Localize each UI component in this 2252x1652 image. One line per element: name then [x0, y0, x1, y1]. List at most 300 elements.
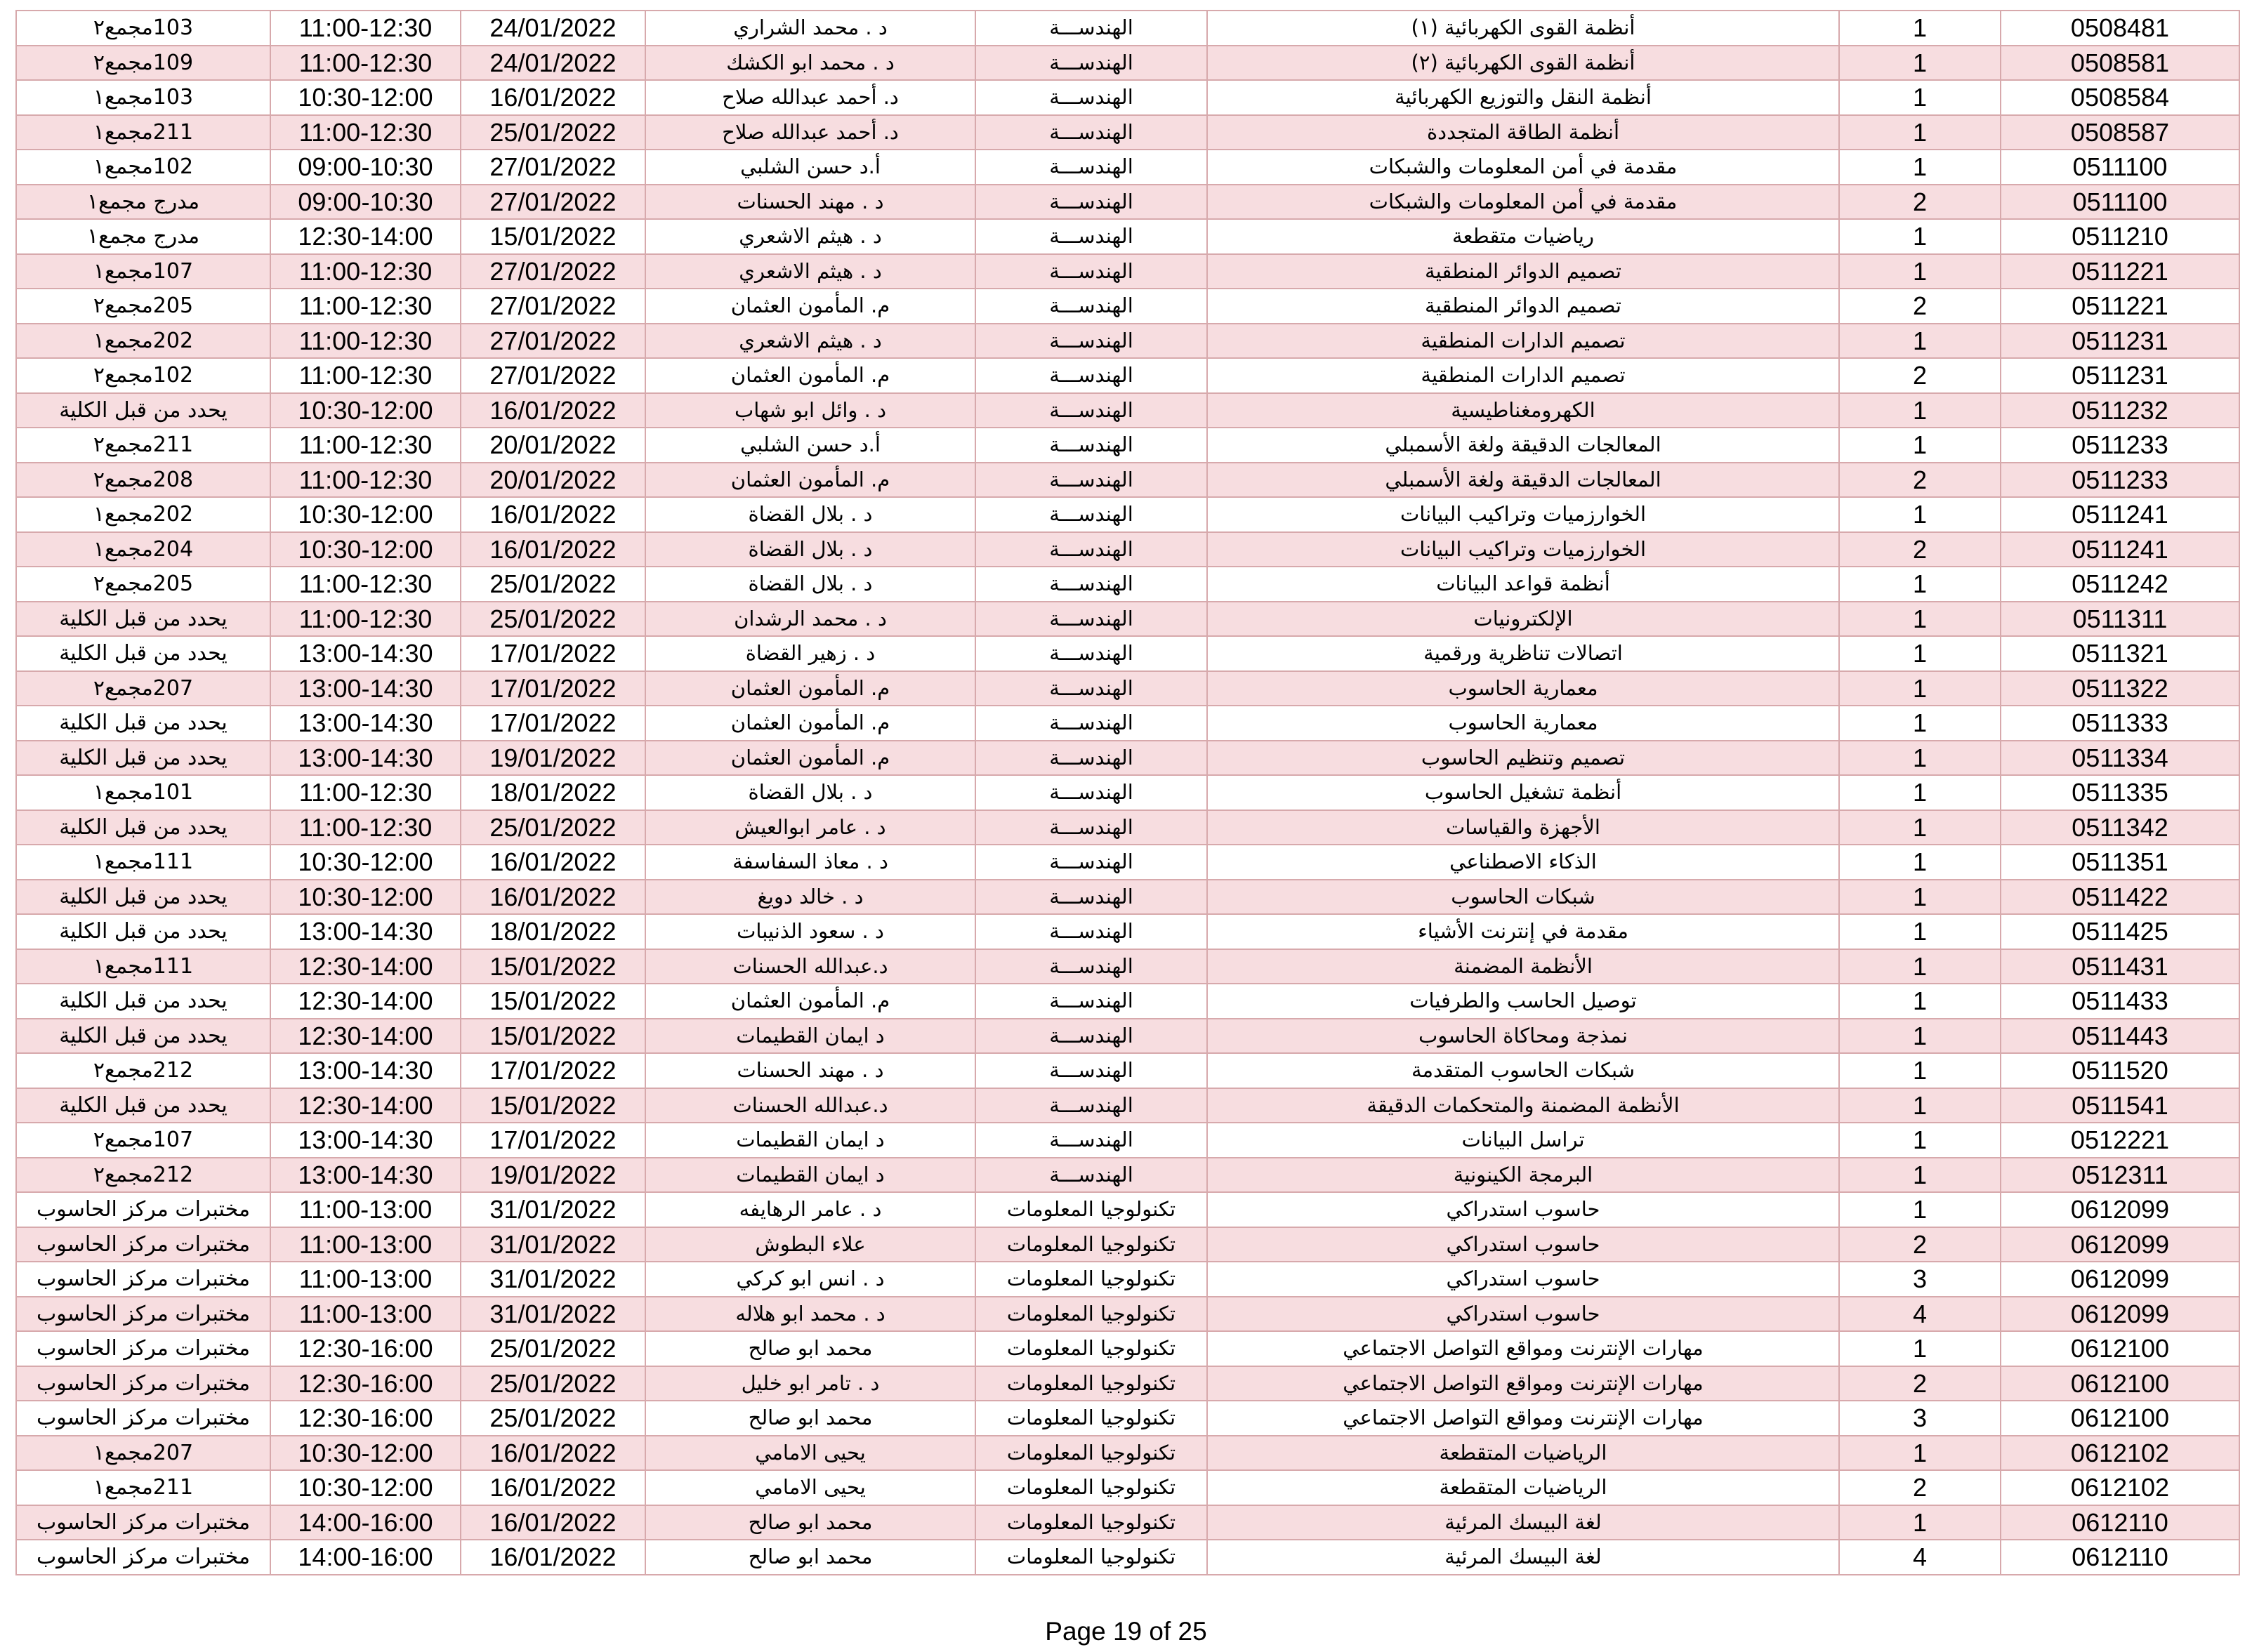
instructor-cell: د . بلال القضاة	[645, 567, 975, 602]
table-row	[16, 845, 2239, 880]
room-cell: يحدد من قبل الكلية	[16, 1088, 270, 1123]
instructor-cell: د . تامر ابو خليل	[645, 1366, 975, 1401]
faculty-cell: تكنولوجيا المعلومات	[975, 1262, 1207, 1297]
room-cell: مختبرات مركز الحاسوب	[16, 1297, 270, 1332]
room-cell: 205مجمع٢	[16, 567, 270, 602]
room-cell: 212مجمع٢	[16, 1053, 270, 1088]
course-cell: مهارات الإنترنت ومواقع التواصل الاجتماعي	[1207, 1331, 1839, 1366]
faculty-cell: الهندســـة	[975, 741, 1207, 776]
room-cell: يحدد من قبل الكلية	[16, 984, 270, 1019]
date-cell: 16/01/2022	[461, 497, 645, 532]
room-cell: 202مجمع١	[16, 324, 270, 359]
table-row	[16, 636, 2239, 671]
section-cell: 1	[1839, 741, 2001, 776]
room-cell: يحدد من قبل الكلية	[16, 393, 270, 428]
faculty-cell: تكنولوجيا المعلومات	[975, 1366, 1207, 1401]
room-cell: 207مجمع٢	[16, 671, 270, 706]
instructor-cell: د . زهير القضاة	[645, 636, 975, 671]
instructor-cell: د . محمد الرشدان	[645, 602, 975, 637]
course-cell: المعالجات الدقيقة ولغة الأسمبلي	[1207, 428, 1839, 463]
table-row	[16, 914, 2239, 949]
instructor-cell: علاء البطوش	[645, 1227, 975, 1262]
time-cell: 11:00-13:00	[270, 1297, 461, 1332]
date-cell: 25/01/2022	[461, 1366, 645, 1401]
time-cell: 10:30-12:00	[270, 845, 461, 880]
course-cell: البرمجة الكينونية	[1207, 1158, 1839, 1193]
code-cell: 0511422	[2001, 880, 2239, 915]
room-cell: يحدد من قبل الكلية	[16, 741, 270, 776]
faculty-cell: الهندســـة	[975, 1088, 1207, 1123]
instructor-cell: د . سعود الذنيبات	[645, 914, 975, 949]
date-cell: 16/01/2022	[461, 1436, 645, 1471]
room-cell: 205مجمع٢	[16, 289, 270, 324]
date-cell: 17/01/2022	[461, 1123, 645, 1158]
code-cell: 0511232	[2001, 393, 2239, 428]
course-cell: مقدمة في إنترنت الأشياء	[1207, 914, 1839, 949]
course-cell: الأجهزة والقياسات	[1207, 810, 1839, 845]
room-cell: 111مجمع١	[16, 845, 270, 880]
code-cell: 0511321	[2001, 636, 2239, 671]
table-row	[16, 1088, 2239, 1123]
table-row	[16, 150, 2239, 185]
instructor-cell: م. المأمون العثمان	[645, 463, 975, 498]
faculty-cell: الهندســـة	[975, 428, 1207, 463]
date-cell: 25/01/2022	[461, 567, 645, 602]
course-cell: حاسوب استدراكي	[1207, 1227, 1839, 1262]
code-cell: 0511443	[2001, 1019, 2239, 1054]
instructor-cell: أ.د حسن الشلبي	[645, 150, 975, 185]
course-cell: لغة البيسك المرئية	[1207, 1505, 1839, 1540]
date-cell: 15/01/2022	[461, 1019, 645, 1054]
room-cell: يحدد من قبل الكلية	[16, 602, 270, 637]
code-cell: 0511210	[2001, 219, 2239, 254]
date-cell: 27/01/2022	[461, 185, 645, 220]
table-row	[16, 1297, 2239, 1332]
course-cell: حاسوب استدراكي	[1207, 1297, 1839, 1332]
time-cell: 10:30-12:00	[270, 880, 461, 915]
date-cell: 15/01/2022	[461, 984, 645, 1019]
room-cell: مختبرات مركز الحاسوب	[16, 1505, 270, 1540]
time-cell: 11:00-12:30	[270, 324, 461, 359]
table-row	[16, 254, 2239, 289]
room-cell: 208مجمع٢	[16, 463, 270, 498]
time-cell: 12:30-14:00	[270, 219, 461, 254]
date-cell: 17/01/2022	[461, 636, 645, 671]
faculty-cell: الهندســـة	[975, 567, 1207, 602]
course-cell: المعالجات الدقيقة ولغة الأسمبلي	[1207, 463, 1839, 498]
faculty-cell: الهندســـة	[975, 984, 1207, 1019]
table-row	[16, 1192, 2239, 1227]
course-cell: الرياضيات المتقطعة	[1207, 1436, 1839, 1471]
course-cell: مقدمة في أمن المعلومات والشبكات	[1207, 185, 1839, 220]
code-cell: 0511334	[2001, 741, 2239, 776]
section-cell: 1	[1839, 706, 2001, 741]
table-row	[16, 741, 2239, 776]
date-cell: 15/01/2022	[461, 1088, 645, 1123]
date-cell: 19/01/2022	[461, 1158, 645, 1193]
code-cell: 0512221	[2001, 1123, 2239, 1158]
section-cell: 1	[1839, 914, 2001, 949]
instructor-cell: د.عبدالله الحسنات	[645, 949, 975, 984]
table-row	[16, 11, 2239, 46]
code-cell: 0511425	[2001, 914, 2239, 949]
date-cell: 16/01/2022	[461, 1505, 645, 1540]
section-cell: 1	[1839, 1436, 2001, 1471]
time-cell: 11:00-12:30	[270, 115, 461, 150]
room-cell: 107مجمع١	[16, 254, 270, 289]
table-row	[16, 1227, 2239, 1262]
code-cell: 0511322	[2001, 671, 2239, 706]
date-cell: 25/01/2022	[461, 810, 645, 845]
section-cell: 2	[1839, 1366, 2001, 1401]
faculty-cell: تكنولوجيا المعلومات	[975, 1540, 1207, 1575]
table-row	[16, 775, 2239, 810]
faculty-cell: الهندســـة	[975, 150, 1207, 185]
section-cell: 1	[1839, 1192, 2001, 1227]
faculty-cell: الهندســـة	[975, 810, 1207, 845]
time-cell: 11:00-12:30	[270, 567, 461, 602]
table-row	[16, 497, 2239, 532]
instructor-cell: د.عبدالله الحسنات	[645, 1088, 975, 1123]
time-cell: 13:00-14:30	[270, 1053, 461, 1088]
time-cell: 10:30-12:00	[270, 80, 461, 115]
time-cell: 10:30-12:00	[270, 393, 461, 428]
faculty-cell: الهندســـة	[975, 115, 1207, 150]
section-cell: 3	[1839, 1401, 2001, 1436]
section-cell: 2	[1839, 1227, 2001, 1262]
table-row	[16, 1158, 2239, 1193]
faculty-cell: الهندســـة	[975, 358, 1207, 393]
code-cell: 0511241	[2001, 532, 2239, 567]
course-cell: تصميم الدوائر المنطقية	[1207, 254, 1839, 289]
section-cell: 1	[1839, 810, 2001, 845]
faculty-cell: تكنولوجيا المعلومات	[975, 1297, 1207, 1332]
date-cell: 20/01/2022	[461, 463, 645, 498]
code-cell: 0511100	[2001, 150, 2239, 185]
faculty-cell: الهندســـة	[975, 463, 1207, 498]
code-cell: 0612099	[2001, 1227, 2239, 1262]
instructor-cell: د . بلال القضاة	[645, 775, 975, 810]
room-cell: 103مجمع١	[16, 80, 270, 115]
date-cell: 17/01/2022	[461, 1053, 645, 1088]
faculty-cell: الهندســـة	[975, 880, 1207, 915]
instructor-cell: محمد ابو صالح	[645, 1401, 975, 1436]
room-cell: 107مجمع٢	[16, 1123, 270, 1158]
date-cell: 24/01/2022	[461, 46, 645, 81]
date-cell: 20/01/2022	[461, 428, 645, 463]
time-cell: 10:30-12:00	[270, 1470, 461, 1505]
time-cell: 11:00-13:00	[270, 1262, 461, 1297]
time-cell: 11:00-13:00	[270, 1227, 461, 1262]
date-cell: 25/01/2022	[461, 1401, 645, 1436]
course-cell: تصميم الدارات المنطقية	[1207, 358, 1839, 393]
faculty-cell: الهندســـة	[975, 602, 1207, 637]
table-row	[16, 671, 2239, 706]
section-cell: 1	[1839, 567, 2001, 602]
course-cell: الذكاء الاصطناعي	[1207, 845, 1839, 880]
time-cell: 09:00-10:30	[270, 150, 461, 185]
instructor-cell: د . عامر الرهايفه	[645, 1192, 975, 1227]
faculty-cell: تكنولوجيا المعلومات	[975, 1401, 1207, 1436]
instructor-cell: د . هيثم الاشعري	[645, 324, 975, 359]
faculty-cell: الهندســـة	[975, 497, 1207, 532]
faculty-cell: تكنولوجيا المعلومات	[975, 1227, 1207, 1262]
instructor-cell: محمد ابو صالح	[645, 1540, 975, 1575]
code-cell: 0612110	[2001, 1505, 2239, 1540]
faculty-cell: الهندســـة	[975, 845, 1207, 880]
time-cell: 14:00-16:00	[270, 1505, 461, 1540]
date-cell: 31/01/2022	[461, 1227, 645, 1262]
course-cell: حاسوب استدراكي	[1207, 1192, 1839, 1227]
table-row	[16, 984, 2239, 1019]
date-cell: 25/01/2022	[461, 602, 645, 637]
instructor-cell: د . محمد الشراري	[645, 11, 975, 46]
code-cell: 0511433	[2001, 984, 2239, 1019]
instructor-cell: أ.د حسن الشلبي	[645, 428, 975, 463]
table-row	[16, 1019, 2239, 1054]
section-cell: 1	[1839, 254, 2001, 289]
course-cell: لغة البيسك المرئية	[1207, 1540, 1839, 1575]
date-cell: 17/01/2022	[461, 706, 645, 741]
room-cell: 212مجمع٢	[16, 1158, 270, 1193]
instructor-cell: م. المأمون العثمان	[645, 358, 975, 393]
section-cell: 1	[1839, 1331, 2001, 1366]
time-cell: 11:00-12:30	[270, 46, 461, 81]
instructor-cell: د . هيثم الاشعري	[645, 254, 975, 289]
faculty-cell: الهندســـة	[975, 532, 1207, 567]
time-cell: 12:30-14:00	[270, 1088, 461, 1123]
section-cell: 1	[1839, 671, 2001, 706]
room-cell: 211مجمع١	[16, 115, 270, 150]
time-cell: 13:00-14:30	[270, 636, 461, 671]
room-cell: 101مجمع١	[16, 775, 270, 810]
instructor-cell: د . معاذ السفاسفة	[645, 845, 975, 880]
date-cell: 18/01/2022	[461, 775, 645, 810]
room-cell: 102مجمع٢	[16, 358, 270, 393]
course-cell: توصيل الحاسب والطرفيات	[1207, 984, 1839, 1019]
date-cell: 17/01/2022	[461, 671, 645, 706]
code-cell: 0612099	[2001, 1262, 2239, 1297]
instructor-cell: د. أحمد عبدالله صلاح	[645, 115, 975, 150]
section-cell: 1	[1839, 80, 2001, 115]
date-cell: 31/01/2022	[461, 1192, 645, 1227]
instructor-cell: م. المأمون العثمان	[645, 984, 975, 1019]
instructor-cell: محمد ابو صالح	[645, 1331, 975, 1366]
room-cell: 202مجمع١	[16, 497, 270, 532]
section-cell: 1	[1839, 636, 2001, 671]
course-cell: الخوارزميات وتراكيب البيانات	[1207, 497, 1839, 532]
table-row	[16, 567, 2239, 602]
course-cell: الإلكترونيات	[1207, 602, 1839, 637]
section-cell: 4	[1839, 1540, 2001, 1575]
instructor-cell: م. المأمون العثمان	[645, 289, 975, 324]
section-cell: 1	[1839, 845, 2001, 880]
instructor-cell: د ايمان القطيمات	[645, 1158, 975, 1193]
table-row	[16, 1123, 2239, 1158]
date-cell: 15/01/2022	[461, 949, 645, 984]
table-row	[16, 532, 2239, 567]
date-cell: 16/01/2022	[461, 393, 645, 428]
course-cell: أنظمة قواعد البيانات	[1207, 567, 1839, 602]
course-cell: الكهرومغناطيسية	[1207, 393, 1839, 428]
table-row	[16, 463, 2239, 498]
section-cell: 1	[1839, 219, 2001, 254]
table-body	[16, 11, 2239, 1575]
section-cell: 4	[1839, 1297, 2001, 1332]
date-cell: 25/01/2022	[461, 115, 645, 150]
table-row	[16, 1366, 2239, 1401]
time-cell: 11:00-12:30	[270, 358, 461, 393]
faculty-cell: الهندســـة	[975, 949, 1207, 984]
room-cell: مختبرات مركز الحاسوب	[16, 1192, 270, 1227]
date-cell: 15/01/2022	[461, 219, 645, 254]
room-cell: 204مجمع١	[16, 532, 270, 567]
code-cell: 0508481	[2001, 11, 2239, 46]
course-cell: تصميم وتنظيم الحاسوب	[1207, 741, 1839, 776]
date-cell: 25/01/2022	[461, 1331, 645, 1366]
instructor-cell: د. أحمد عبدالله صلاح	[645, 80, 975, 115]
section-cell: 2	[1839, 185, 2001, 220]
faculty-cell: تكنولوجيا المعلومات	[975, 1436, 1207, 1471]
room-cell: يحدد من قبل الكلية	[16, 810, 270, 845]
code-cell: 0511100	[2001, 185, 2239, 220]
time-cell: 11:00-12:30	[270, 428, 461, 463]
faculty-cell: الهندســـة	[975, 914, 1207, 949]
code-cell: 0612102	[2001, 1470, 2239, 1505]
date-cell: 31/01/2022	[461, 1262, 645, 1297]
course-cell: الأنظمة المضمنة	[1207, 949, 1839, 984]
course-cell: أنظمة القوى الكهربائية (١)	[1207, 11, 1839, 46]
date-cell: 19/01/2022	[461, 741, 645, 776]
date-cell: 16/01/2022	[461, 845, 645, 880]
code-cell: 0511311	[2001, 602, 2239, 637]
code-cell: 0511541	[2001, 1088, 2239, 1123]
date-cell: 16/01/2022	[461, 80, 645, 115]
time-cell: 10:30-12:00	[270, 532, 461, 567]
section-cell: 2	[1839, 532, 2001, 567]
date-cell: 24/01/2022	[461, 11, 645, 46]
code-cell: 0511242	[2001, 567, 2239, 602]
room-cell: مدرج مجمع١	[16, 185, 270, 220]
instructor-cell: د . محمد ابو هلاله	[645, 1297, 975, 1332]
table-row	[16, 1331, 2239, 1366]
time-cell: 11:00-12:30	[270, 11, 461, 46]
section-cell: 1	[1839, 984, 2001, 1019]
table-row	[16, 185, 2239, 220]
course-cell: الأنظمة المضمنة والمتحكمات الدقيقة	[1207, 1088, 1839, 1123]
faculty-cell: الهندســـة	[975, 393, 1207, 428]
time-cell: 12:30-14:00	[270, 1019, 461, 1054]
faculty-cell: الهندســـة	[975, 289, 1207, 324]
table-row	[16, 393, 2239, 428]
instructor-cell: د . مهند الحسنات	[645, 1053, 975, 1088]
instructor-cell: د . خالد دويغ	[645, 880, 975, 915]
section-cell: 1	[1839, 775, 2001, 810]
course-cell: شبكات الحاسوب المتقدمة	[1207, 1053, 1839, 1088]
code-cell: 0511333	[2001, 706, 2239, 741]
course-cell: مقدمة في أمن المعلومات والشبكات	[1207, 150, 1839, 185]
instructor-cell: د . هيثم الاشعري	[645, 219, 975, 254]
table-row	[16, 46, 2239, 81]
time-cell: 13:00-14:30	[270, 741, 461, 776]
section-cell: 1	[1839, 497, 2001, 532]
course-cell: نمذجة ومحاكاة الحاسوب	[1207, 1019, 1839, 1054]
code-cell: 0511431	[2001, 949, 2239, 984]
room-cell: 109مجمع٢	[16, 46, 270, 81]
course-cell: الخوارزميات وتراكيب البيانات	[1207, 532, 1839, 567]
time-cell: 13:00-14:30	[270, 671, 461, 706]
time-cell: 11:00-12:30	[270, 810, 461, 845]
table-row	[16, 80, 2239, 115]
time-cell: 12:30-16:00	[270, 1331, 461, 1366]
code-cell: 0512311	[2001, 1158, 2239, 1193]
instructor-cell: د . محمد ابو الكشك	[645, 46, 975, 81]
instructor-cell: د . بلال القضاة	[645, 497, 975, 532]
room-cell: يحدد من قبل الكلية	[16, 636, 270, 671]
course-cell: اتصالات تناظرية ورقمية	[1207, 636, 1839, 671]
time-cell: 11:00-12:30	[270, 289, 461, 324]
instructor-cell: د . مهند الحسنات	[645, 185, 975, 220]
code-cell: 0612099	[2001, 1297, 2239, 1332]
room-cell: مختبرات مركز الحاسوب	[16, 1366, 270, 1401]
table-row	[16, 602, 2239, 637]
instructor-cell: د . بلال القضاة	[645, 532, 975, 567]
page-number: Page 19 of 25	[1045, 1617, 1207, 1646]
code-cell: 0511520	[2001, 1053, 2239, 1088]
code-cell: 0612099	[2001, 1192, 2239, 1227]
table-row	[16, 880, 2239, 915]
faculty-cell: الهندســـة	[975, 671, 1207, 706]
code-cell: 0511231	[2001, 324, 2239, 359]
table-row	[16, 219, 2239, 254]
section-cell: 1	[1839, 11, 2001, 46]
room-cell: مختبرات مركز الحاسوب	[16, 1540, 270, 1575]
section-cell: 1	[1839, 1158, 2001, 1193]
faculty-cell: الهندســـة	[975, 254, 1207, 289]
section-cell: 2	[1839, 463, 2001, 498]
course-cell: تصميم الدارات المنطقية	[1207, 324, 1839, 359]
room-cell: مختبرات مركز الحاسوب	[16, 1227, 270, 1262]
faculty-cell: الهندســـة	[975, 706, 1207, 741]
time-cell: 09:00-10:30	[270, 185, 461, 220]
course-cell: مهارات الإنترنت ومواقع التواصل الاجتماعي	[1207, 1401, 1839, 1436]
faculty-cell: الهندســـة	[975, 1019, 1207, 1054]
code-cell: 0612100	[2001, 1331, 2239, 1366]
instructor-cell: م. المأمون العثمان	[645, 741, 975, 776]
table-row	[16, 289, 2239, 324]
course-cell: تصميم الدوائر المنطقية	[1207, 289, 1839, 324]
course-cell: تراسل البيانات	[1207, 1123, 1839, 1158]
section-cell: 1	[1839, 602, 2001, 637]
table-row	[16, 1401, 2239, 1436]
faculty-cell: الهندســـة	[975, 1123, 1207, 1158]
faculty-cell: تكنولوجيا المعلومات	[975, 1192, 1207, 1227]
course-cell: شبكات الحاسوب	[1207, 880, 1839, 915]
faculty-cell: الهندســـة	[975, 1158, 1207, 1193]
instructor-cell: د ايمان القطيمات	[645, 1123, 975, 1158]
faculty-cell: تكنولوجيا المعلومات	[975, 1470, 1207, 1505]
code-cell: 0511335	[2001, 775, 2239, 810]
room-cell: يحدد من قبل الكلية	[16, 1019, 270, 1054]
instructor-cell: د . وائل ابو شهاب	[645, 393, 975, 428]
section-cell: 1	[1839, 880, 2001, 915]
code-cell: 0612110	[2001, 1540, 2239, 1575]
date-cell: 16/01/2022	[461, 532, 645, 567]
faculty-cell: الهندســـة	[975, 1053, 1207, 1088]
instructor-cell: د ايمان القطيمات	[645, 1019, 975, 1054]
instructor-cell: يحيى الامامي	[645, 1470, 975, 1505]
table-row	[16, 1262, 2239, 1297]
